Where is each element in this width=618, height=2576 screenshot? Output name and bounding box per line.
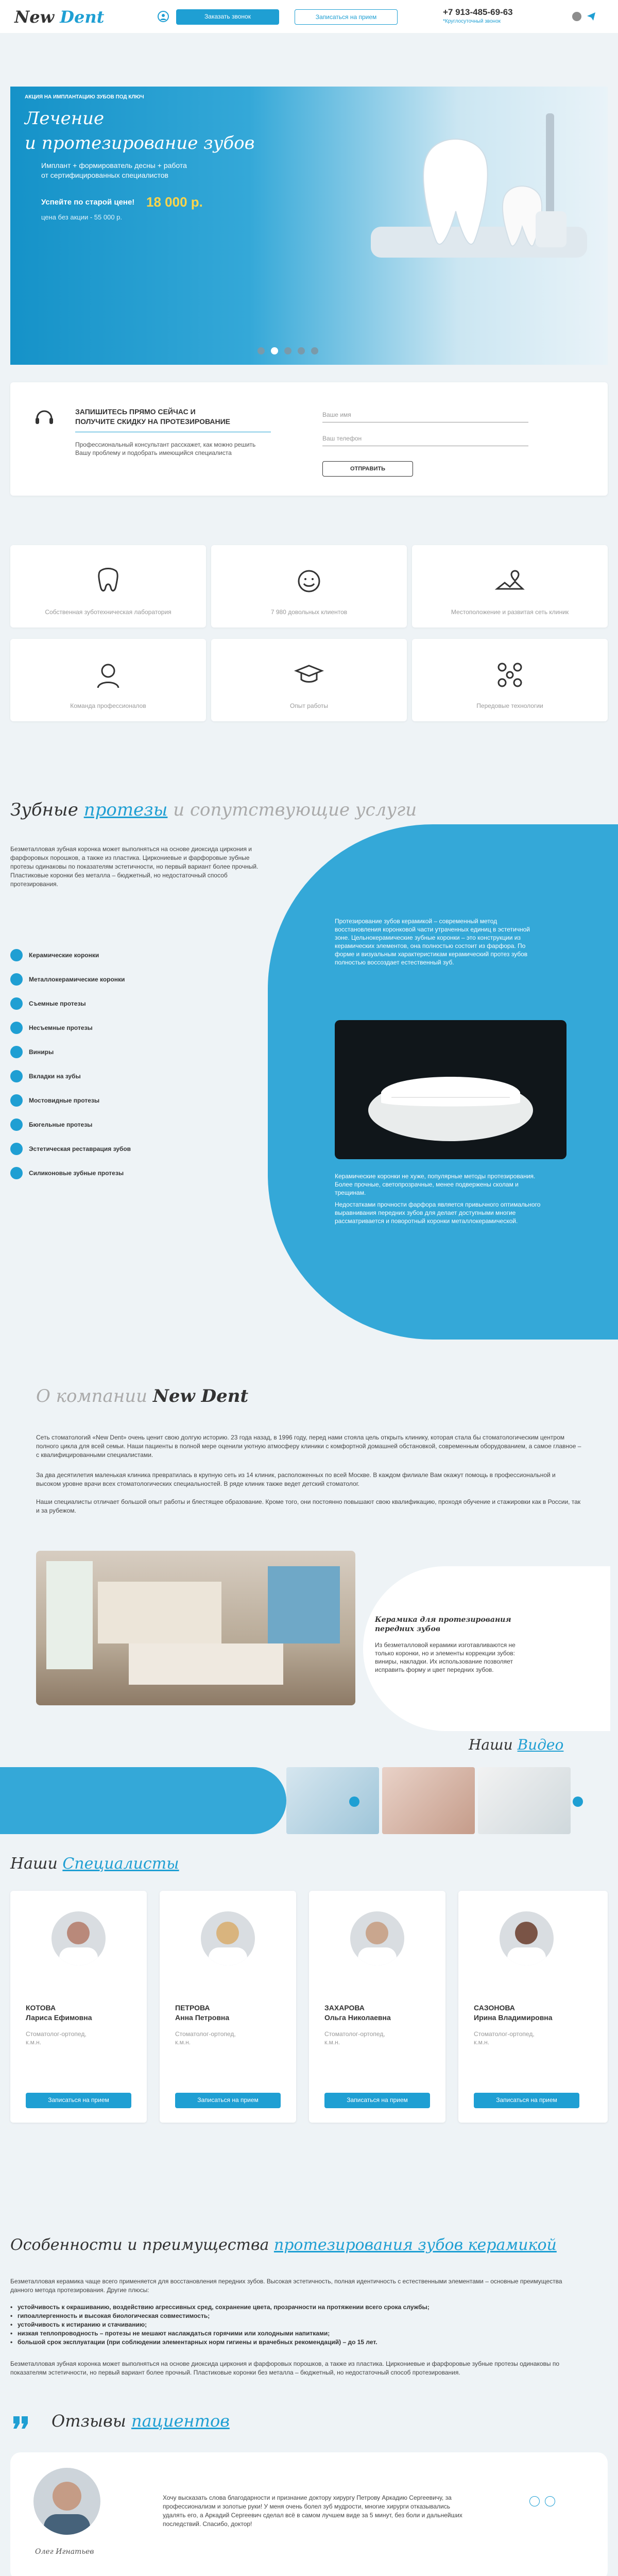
- slider-dot[interactable]: [258, 347, 265, 354]
- feature-card-tech: [412, 639, 608, 721]
- doctor-position: Стоматолог-ортопед, к.м.н.: [474, 2030, 535, 2046]
- doctor-card: [309, 1891, 445, 2123]
- services-title: Зубные протезы и сопутствующие услуги: [10, 800, 417, 820]
- lead-name-input[interactable]: Ваше имя: [322, 407, 528, 422]
- service-bullet-icon: [10, 1167, 23, 1179]
- review-next-arrow[interactable]: [545, 2496, 555, 2506]
- slider-dot[interactable]: [271, 347, 278, 354]
- map-icon: [494, 566, 525, 597]
- services-right-text-1: Протезирование зубов керамикой – современный метод восстановления коронковой части утраченных единиц в эстетичной зоне. Цельнокерамические зубные коронки – это конструкции из керамических элементов, она полностью состоит из фарфора. По форме и визуальным характеристикам керамический протез зубов полностью воссоздает естественный зуб.: [335, 918, 530, 966]
- video-next-arrow[interactable]: [573, 1797, 583, 1807]
- about-card-text: Из безметалловой керамики изготавливаются не только коронки, но и элементы коррекции зубов: виниры, накладки. Их использование позволяет исправить форму и цвет передних зубов.: [375, 1641, 516, 1673]
- services-intro: Безметалловая зубная коронка может выполняться на основе диоксида циркония и фарфоровых порошков, а также из пластика. Циркониевые и фарфоровые зубные протезы одинаковы по показателям эстетичности, но первый вариант более прочный. Пластиковые коронки без металла – бюджетный, но недостаточный способ протезирования.: [10, 845, 259, 888]
- reviewer-name: Олег Игнатьев: [35, 2548, 94, 2556]
- bullet: •: [10, 2330, 13, 2337]
- feature-card-clients: [211, 545, 407, 628]
- reviewer-photo: [33, 2468, 100, 2535]
- bullet: •: [10, 2321, 13, 2328]
- feature-label: Команда профессионалов: [70, 702, 146, 709]
- feature-label: Опыт работы: [289, 702, 329, 709]
- advantages-outro: Безметалловая зубная коронка может выполняться на основе диоксида циркония и фарфоровых порошков, а также из пластика. Циркониевые и фарфоровые зубные протезы одинаковы по показателям эстетичности, но первый вариант более прочный. Пластиковые коронки без металла – бюджетный, но недостаточный способ протезирования.: [10, 2360, 560, 2376]
- doctor-appointment-button[interactable]: Записаться на прием: [175, 2093, 281, 2108]
- service-bullet-icon: [10, 973, 23, 986]
- hero-title-line2: и протезирование зубов: [25, 133, 255, 154]
- headset-icon: [34, 407, 55, 430]
- service-bullet-icon: [10, 949, 23, 961]
- service-item[interactable]: Металлокерамические коронки: [10, 967, 216, 991]
- advantages-list: [10, 2303, 577, 2347]
- logo-new: New: [14, 7, 55, 27]
- advantage-item: • гипоаллергенность и высокая биологическая совместимость;: [10, 2312, 210, 2319]
- service-item[interactable]: Эстетическая реставрация зубов: [10, 1137, 216, 1161]
- service-item[interactable]: Виниры: [10, 1040, 216, 1064]
- doctor-name: ЗАХАРОВА Ольга Николаевна: [324, 2004, 391, 2022]
- slider-dot[interactable]: [298, 347, 305, 354]
- about-text-3: Наши специалисты отличает большой опыт работы и блестящее образование. Кроме того, они постоянно повышают свою квалификацию, проходя обучение и стажировки как в России, так и за рубежом.: [36, 1498, 581, 1514]
- advantages-intro: Безметалловая керамика чаще всего применяется для восстановления передних зубов. Высокая эстетичность, полная идентичность с естественными элементами – основные преимущества данного метода протезирования. Другие плюсы:: [10, 2278, 562, 2294]
- feature-label: Собственная зуботехническая лаборатория: [45, 608, 171, 616]
- feature-label: Местоположение и развитая сеть клиник: [451, 608, 569, 616]
- service-item[interactable]: Съемные протезы: [10, 991, 216, 1015]
- advantage-item: • устойчивость к истиранию и стачиванию;: [10, 2321, 147, 2328]
- hero-teeth-image: [350, 93, 597, 309]
- appointment-button[interactable]: Записаться на прием: [295, 9, 398, 25]
- service-bullet-icon: [10, 997, 23, 1010]
- service-bullet-icon: [10, 1094, 23, 1107]
- video-thumbnail[interactable]: [478, 1767, 571, 1834]
- lead-phone-input[interactable]: Ваш телефон: [322, 431, 528, 446]
- hero-slider-dots: [258, 347, 318, 354]
- service-item[interactable]: Несъемные протезы: [10, 1015, 216, 1040]
- doctor-photo: [201, 1911, 255, 1965]
- review-prev-arrow[interactable]: [529, 2496, 540, 2506]
- bullet: •: [10, 2303, 13, 2311]
- quote-icon: [10, 2411, 31, 2434]
- clinic-image: [36, 1551, 355, 1705]
- telegram-icon[interactable]: [586, 11, 596, 24]
- video-thumbnail[interactable]: [382, 1767, 475, 1834]
- hero-price-label: Успейте по старой цене!: [41, 198, 135, 207]
- video-thumbnail[interactable]: [286, 1767, 379, 1834]
- lead-submit-button[interactable]: ОТПРАВИТЬ: [322, 461, 413, 477]
- doctors-title: Наши Специалисты: [10, 1855, 179, 1873]
- video-prev-arrow[interactable]: [349, 1797, 359, 1807]
- user-icon[interactable]: [158, 11, 169, 22]
- doctor-name: САЗОНОВА Ирина Владимировна: [474, 2004, 553, 2022]
- doctor-name: КОТОВА Лариса Ефимовна: [26, 2004, 92, 2022]
- services-right-text-3: Недостатками прочности фарфора является привычного оптимального выравнивания передних зубов для делает доступными многие рассматривается и поворотный коронки металлокерамической.: [335, 1201, 541, 1225]
- doctor-position: Стоматолог-ортопед, к.м.н.: [324, 2030, 385, 2046]
- logo[interactable]: [14, 7, 104, 27]
- logo-dent: Dent: [60, 7, 105, 27]
- about-text-2: За два десятилетия маленькая клиника превратилась в крупную сеть из 14 клиник, расположенных по всей Москве. В каждом филиале Вам окажут помощь в профессиональной и высоком уровне врачи всех стоматологических специальностей. В ряде клиник также ведет детский стоматолог.: [36, 1471, 556, 1487]
- hero-title-line1: Лечение: [25, 108, 105, 129]
- service-bullet-icon: [10, 1022, 23, 1034]
- doctor-photo: [52, 1911, 106, 1965]
- service-bullet-icon: [10, 1118, 23, 1131]
- services-right-text-2: Керамические коронки не хуже, популярные методы протезирования. Более прочные, светопрозрачные, менее подвержены сколам и трещинам.: [335, 1173, 536, 1196]
- doctor-appointment-button[interactable]: Записаться на прием: [324, 2093, 430, 2108]
- graduation-icon: [294, 659, 324, 690]
- about-text-1: Сеть стоматологий «New Dent» очень ценит свою долгую историю. 23 года назад, в 1996 году, перед нами стояла цель открыть клинику, которая стала бы стоматологическим центром полного цикла для всей семьи. Наши пациенты в полной мере оценили уютную атмосферу клиники с комфортной домашней обстановкой, современным оборудованием, а самое главное – с квалифицированными специалистами.: [36, 1434, 581, 1459]
- hero-old-price: цена без акции - 55 000 р.: [41, 213, 123, 221]
- doctor-photo: [500, 1911, 554, 1965]
- doctor-appointment-button[interactable]: Записаться на прием: [26, 2093, 131, 2108]
- service-item[interactable]: Бюгельные протезы: [10, 1112, 216, 1137]
- review-text: Хочу высказать слова благодарности и признание доктору хирургу Петрову Аркадию Сергеевичу, за профессионализм и золотые руки! У меня очень болел зуб мудрости, многие хирурги отказывались удалять его, а Аркадий Сергеевич сделал всё в самом лучшем виде за 5 минут, без боли и дальнейших последствий. Спасибо, доктор!: [163, 2494, 462, 2528]
- feature-label: Передовые технологии: [476, 702, 543, 709]
- advantage-item: • низкая теплопроводность – протезы не мешают наслаждаться горячими или холодными напитками;: [10, 2330, 330, 2337]
- tooth-icon: [93, 566, 124, 597]
- doctor-position: Стоматолог-ортопед, к.м.н.: [175, 2030, 236, 2046]
- slider-dot[interactable]: [311, 347, 318, 354]
- header-phone[interactable]: +7 913-485-69-63: [443, 7, 513, 17]
- advantage-item: • большой срок эксплуатации (при соблюдении элементарных норм гигиены и врачебных рекомендаций) – до 15 лет.: [10, 2338, 377, 2346]
- doctor-card: [160, 1891, 296, 2123]
- bullet: •: [10, 2338, 13, 2346]
- feature-card-team: [10, 639, 206, 721]
- slider-dot[interactable]: [284, 347, 291, 354]
- patient-icon: [294, 566, 324, 597]
- about-title: О компании New Dent: [36, 1386, 249, 1406]
- doctor-position: Стоматолог-ортопед, к.м.н.: [26, 2030, 87, 2046]
- about-card-title: Керамика для протезирования передних зубов: [375, 1616, 511, 1633]
- feature-label: 7 980 довольных клиентов: [270, 608, 348, 616]
- doctor-card: [458, 1891, 608, 2123]
- molecule-icon: [494, 659, 525, 690]
- hero-tag: АКЦИЯ НА ИМПЛАНТАЦИЮ ЗУБОВ ПОД КЛЮЧ: [25, 94, 144, 100]
- doctor-name: ПЕТРОВА Анна Петровна: [175, 2004, 230, 2022]
- service-bullet-icon: [10, 1046, 23, 1058]
- whatsapp-icon[interactable]: [572, 11, 582, 24]
- doctor-icon: [93, 659, 124, 690]
- doctor-photo: [350, 1911, 404, 1965]
- lead-desc: Профессиональный консультант расскажет, как можно решить Вашу проблему и подобрать имеющийся специалиста: [75, 441, 256, 456]
- dentures-image: [335, 1020, 566, 1159]
- feature-card-location: [412, 545, 608, 628]
- doctor-appointment-button[interactable]: Записаться на прием: [474, 2093, 579, 2108]
- lead-title: ЗАПИШИТЕСЬ ПРЯМО СЕЙЧАС И ПОЛУЧИТЕ СКИДКУ НА ПРОТЕЗИРОВАНИЕ: [75, 408, 231, 426]
- service-item[interactable]: Силиконовые зубные протезы: [10, 1161, 216, 1185]
- call-button[interactable]: Заказать звонок: [176, 9, 279, 25]
- service-item[interactable]: Вкладки на зубы: [10, 1064, 216, 1088]
- service-bullet-icon: [10, 1070, 23, 1082]
- advantages-title: Особенности и преимущества протезирования зубов керамикой: [10, 2236, 557, 2254]
- hero-price: 18 000 р.: [146, 194, 203, 210]
- hero-desc: Имплант + формирователь десны + работа от сертифицированных специалистов: [41, 161, 187, 179]
- reviews-title: Отзывы пациентов: [52, 2411, 230, 2431]
- service-item[interactable]: Мостовидные протезы: [10, 1088, 216, 1112]
- header-phone-note: *Круглосуточный звонок: [443, 19, 501, 24]
- videos-blue-band: [0, 1767, 286, 1834]
- service-bullet-icon: [10, 1143, 23, 1155]
- services-list: [10, 943, 216, 1185]
- advantage-item: • устойчивость к окрашиванию, воздействию агрессивных сред, сохранение цвета, прозрачности на протяжении всего срока службы;: [10, 2303, 430, 2311]
- feature-card-lab: [10, 545, 206, 628]
- videos-title: Наши Видео: [469, 1736, 564, 1753]
- service-item[interactable]: Керамические коронки: [10, 943, 216, 967]
- doctor-card: [10, 1891, 147, 2123]
- feature-card-experience: [211, 639, 407, 721]
- bullet: •: [10, 2312, 13, 2319]
